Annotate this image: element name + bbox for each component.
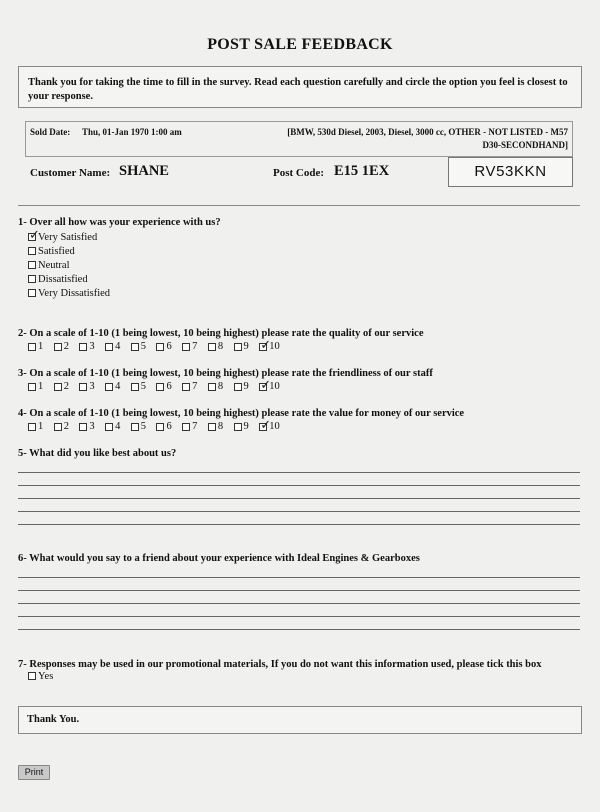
q2-option-2[interactable]: 2: [54, 341, 80, 352]
checkbox[interactable]: [156, 423, 164, 431]
q5-answer-line[interactable]: [18, 485, 580, 486]
vehicle-line-1: [BMW, 530d Diesel, 2003, Diesel, 3000 cc, OTHER - NOT LISTED - M57: [287, 127, 568, 137]
checkbox[interactable]: [105, 383, 113, 391]
q6-answer-line[interactable]: [18, 629, 580, 630]
checkbox[interactable]: [54, 423, 62, 431]
q2-scale: [28, 341, 285, 352]
q7-question: 7- Responses may be used in our promotional materials, If you do not want this information used, please tick this box: [18, 659, 542, 670]
checkbox[interactable]: [131, 383, 139, 391]
sold-date-label: Sold Date:: [30, 127, 71, 137]
checkbox[interactable]: [28, 247, 36, 255]
checkbox[interactable]: [79, 343, 87, 351]
intro-box: [18, 66, 582, 108]
customer-name-label: Customer Name:: [30, 167, 111, 179]
q4-option-5[interactable]: 5: [131, 421, 157, 432]
checkbox[interactable]: [28, 423, 36, 431]
q2-question: 2- On a scale of 1-10 (1 being lowest, 10 being highest) please rate the quality of our service: [18, 328, 424, 339]
customer-name-value: SHANE: [119, 163, 169, 179]
checkbox[interactable]: [259, 383, 267, 391]
page-title: POST SALE FEEDBACK: [207, 36, 393, 53]
q5-question: 5- What did you like best about us?: [18, 448, 177, 459]
q1-option-neutral[interactable]: Neutral: [28, 258, 110, 272]
checkbox[interactable]: [79, 423, 87, 431]
q4-question: 4- On a scale of 1-10 (1 being lowest, 10 being highest) please rate the value for money of our service: [18, 408, 465, 419]
q6-answer-line[interactable]: [18, 603, 580, 604]
q4-option-8[interactable]: 8: [208, 421, 234, 432]
q3-option-7[interactable]: 7: [182, 381, 208, 392]
checkbox[interactable]: [131, 423, 139, 431]
checkbox[interactable]: [28, 289, 36, 297]
q3-question: 3- On a scale of 1-10 (1 being lowest, 10 being highest) please rate the friendliness of our staff: [18, 368, 433, 379]
q5-answer-line[interactable]: [18, 498, 580, 499]
q2-option-6[interactable]: 6: [156, 341, 182, 352]
q2-option-1[interactable]: 1: [28, 341, 54, 352]
checkbox[interactable]: [234, 423, 242, 431]
registration-plate: RV53KKN: [448, 157, 573, 187]
checkbox[interactable]: [28, 261, 36, 269]
q4-option-7[interactable]: 7: [182, 421, 208, 432]
q2-option-9[interactable]: 9: [234, 341, 260, 352]
q4-option-3[interactable]: 3: [79, 421, 105, 432]
q3-option-6[interactable]: 6: [156, 381, 182, 392]
checkbox[interactable]: [208, 423, 216, 431]
checkbox[interactable]: [54, 383, 62, 391]
checkbox[interactable]: [28, 275, 36, 283]
q4-option-1[interactable]: 1: [28, 421, 54, 432]
checkbox[interactable]: [234, 343, 242, 351]
q6-question: 6- What would you say to a friend about your experience with Ideal Engines & Gearboxes: [18, 553, 420, 564]
q3-option-2[interactable]: 2: [54, 381, 80, 392]
q2-option-10[interactable]: ✓ 10: [259, 341, 285, 352]
checkbox[interactable]: [28, 233, 36, 241]
q6-answer-line[interactable]: [18, 616, 580, 617]
q4-option-6[interactable]: 6: [156, 421, 182, 432]
q3-option-9[interactable]: 9: [234, 381, 260, 392]
q1-option-dissatisfied[interactable]: Dissatisfied: [28, 272, 110, 286]
q4-option-10[interactable]: ✓ 10: [259, 421, 285, 432]
q2-option-7[interactable]: 7: [182, 341, 208, 352]
thank-you-text: Thank You.: [27, 714, 80, 725]
q2-option-5[interactable]: 5: [131, 341, 157, 352]
checkbox[interactable]: [131, 343, 139, 351]
q3-option-3[interactable]: 3: [79, 381, 105, 392]
checkbox[interactable]: [259, 423, 267, 431]
checkbox[interactable]: [208, 343, 216, 351]
q3-scale: [28, 381, 285, 392]
checkbox[interactable]: [105, 343, 113, 351]
q5-answer-line[interactable]: [18, 511, 580, 512]
postcode-value: E15 1EX: [334, 163, 390, 179]
sold-date-value: Thu, 01-Jan 1970 1:00 am: [82, 127, 182, 137]
print-button[interactable]: Print: [18, 765, 50, 780]
checkbox[interactable]: [28, 343, 36, 351]
checkbox[interactable]: [28, 672, 36, 680]
q3-option-5[interactable]: 5: [131, 381, 157, 392]
checkbox[interactable]: [156, 343, 164, 351]
checkbox[interactable]: [182, 423, 190, 431]
checkbox[interactable]: [182, 343, 190, 351]
postcode-label: Post Code:: [273, 167, 325, 179]
q6-answer-line[interactable]: [18, 590, 580, 591]
q4-option-9[interactable]: 9: [234, 421, 260, 432]
thank-you-box: [18, 706, 582, 734]
q1-option-very-dissatisfied[interactable]: Very Dissatisfied: [28, 286, 110, 300]
checkbox[interactable]: [105, 423, 113, 431]
q5-answer-line[interactable]: [18, 472, 580, 473]
q2-option-8[interactable]: 8: [208, 341, 234, 352]
checkbox[interactable]: [208, 383, 216, 391]
q2-option-3[interactable]: 3: [79, 341, 105, 352]
intro-text: Thank you for taking the time to fill in the survey. Read each question carefully and circle the option you feel is closest to your response.: [28, 77, 568, 102]
q6-answer-line[interactable]: [18, 577, 580, 578]
q1-option-satisfied[interactable]: Satisfied: [28, 244, 110, 258]
q3-option-1[interactable]: 1: [28, 381, 54, 392]
checkbox[interactable]: [259, 343, 267, 351]
q5-answer-line[interactable]: [18, 524, 580, 525]
checkbox[interactable]: [156, 383, 164, 391]
checkbox[interactable]: [234, 383, 242, 391]
q4-option-2[interactable]: 2: [54, 421, 80, 432]
q3-option-8[interactable]: 8: [208, 381, 234, 392]
checkbox[interactable]: [28, 383, 36, 391]
q3-option-4[interactable]: 4: [105, 381, 131, 392]
q1-option-very-satisfied[interactable]: ✓ Very Satisfied: [28, 230, 110, 244]
checkbox[interactable]: [54, 343, 62, 351]
vehicle-line-2: D30-SECONDHAND]: [482, 140, 568, 150]
q4-option-4[interactable]: 4: [105, 421, 131, 432]
q7-option-yes[interactable]: Yes: [28, 669, 53, 683]
q1-options: [28, 230, 110, 300]
q3-option-10[interactable]: ✓ 10: [259, 381, 285, 392]
checkbox[interactable]: [182, 383, 190, 391]
q1-question: 1- Over all how was your experience with us?: [18, 217, 221, 228]
checkbox[interactable]: [79, 383, 87, 391]
q4-scale: [28, 421, 285, 432]
q2-option-4[interactable]: 4: [105, 341, 131, 352]
